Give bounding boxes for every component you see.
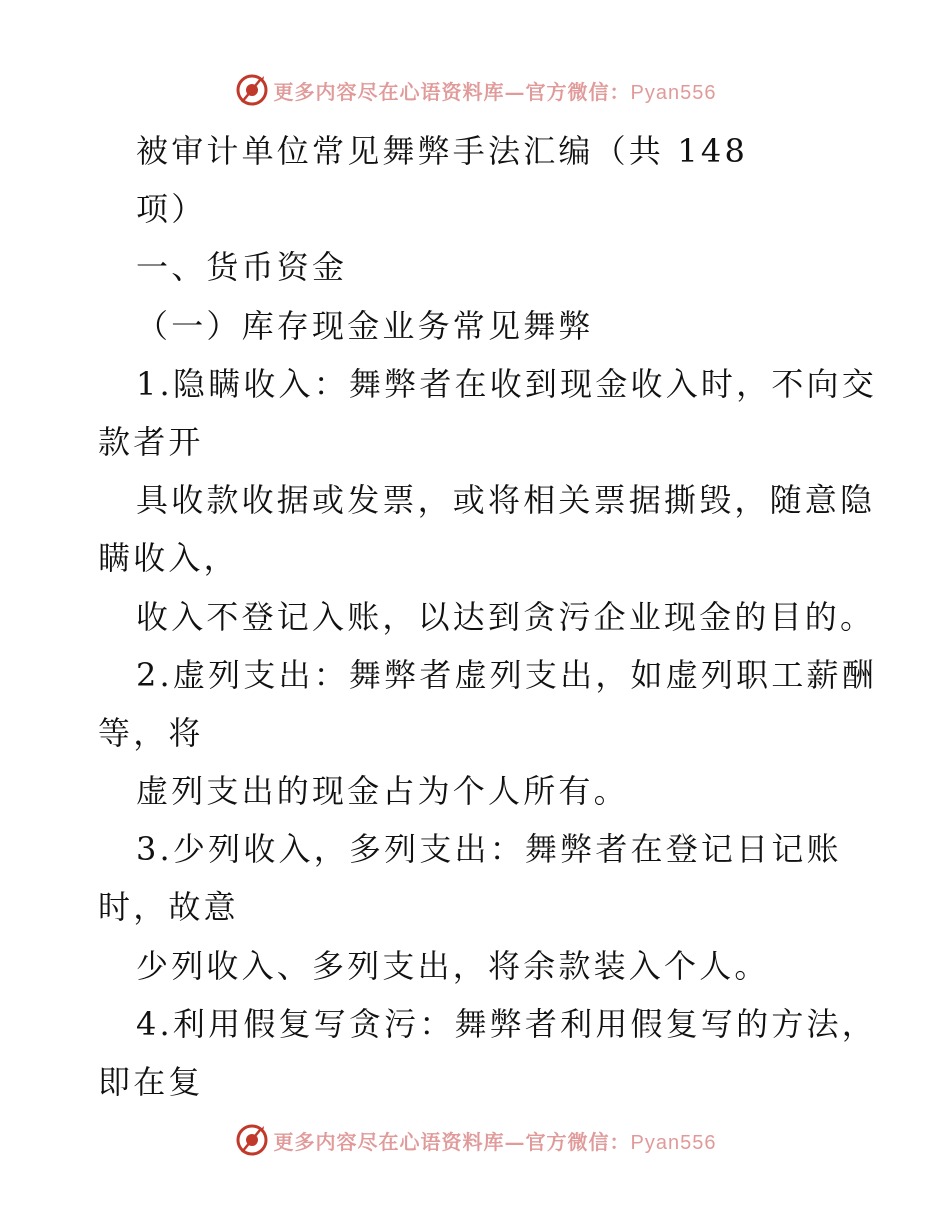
text-line: 3.少列收入，多列支出：舞弊者在登记日记账 <box>136 830 842 869</box>
text-line: 4.利用假复写贪污：舞弊者利用假复写的方法， <box>136 1004 877 1043</box>
text-line: 2.虚列支出：舞弊者虚列支出，如虚列职工薪酬 <box>136 655 877 694</box>
quill-seal-icon <box>234 72 270 108</box>
text-line: （一）库存现金业务常见舞弊 <box>136 306 594 345</box>
text-line: 虚列支出的现金占为个人所有。 <box>136 772 629 811</box>
text-line: 具收款收据或发票，或将相关票据撕毁，随意隐 <box>136 481 876 520</box>
text-line: 瞒收入， <box>98 539 239 578</box>
watermark-text: 更多内容尽在心语资料库—官方微信： <box>273 1129 631 1154</box>
text-line: 一、货币资金 <box>136 248 348 287</box>
text-line: 等，将 <box>98 713 204 752</box>
footer-watermark <box>0 1120 950 1160</box>
text-line: 项） <box>136 190 207 229</box>
text-line: 少列收入、多列支出，将余款装入个人。 <box>136 946 770 985</box>
text-line: 时，故意 <box>98 888 239 927</box>
header-watermark <box>0 70 950 110</box>
watermark-wechat-id: Pyan556 <box>630 1131 717 1154</box>
text-line: 即在复 <box>98 1063 204 1101</box>
quill-seal-icon <box>234 1122 270 1158</box>
text-line: 收入不登记入账，以达到贪污企业现金的目的。 <box>136 597 876 636</box>
document-body <box>98 122 877 1111</box>
watermark-text: 更多内容尽在心语资料库—官方微信： <box>273 79 631 104</box>
text-line: 1.隐瞒收入：舞弊者在收到现金收入时，不向交 <box>136 364 877 403</box>
text-line: 款者开 <box>98 422 204 461</box>
text-line: 被审计单位常见舞弊手法汇编（共 148 <box>136 132 749 170</box>
watermark-wechat-id: Pyan556 <box>630 81 717 104</box>
